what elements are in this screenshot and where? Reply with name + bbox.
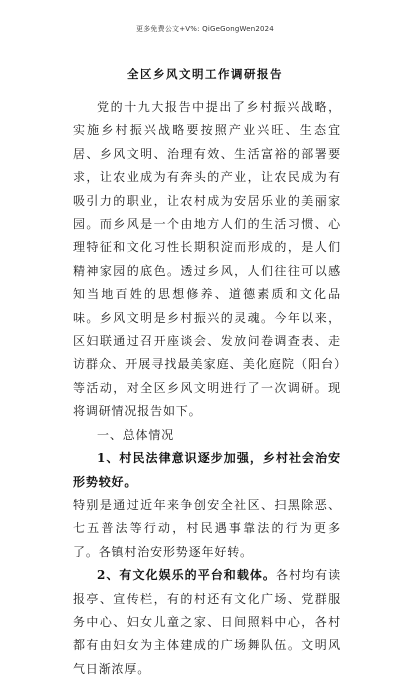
point-2-paragraph (73, 564, 341, 681)
header-note: 更多免费公文+V%: QiGeGongWen2024 (136, 25, 274, 33)
section-heading: 一、总体情况 (97, 427, 175, 442)
point-1-lead-text: 1、村民法律意识逐步加强，乡村社会治安形势较好。 (73, 451, 341, 489)
point-1-lead (73, 447, 341, 494)
point-2-lead-text: 2、有文化娱乐的平台和载体。 (97, 568, 276, 583)
point-1-body: 特别是通过近年来争创安全社区、扫黑除恶、七五普法等行动，村民遇事靠法的行为更多了。各镇村治安形势逐年好转。 (73, 497, 341, 559)
intro-paragraph: 党的十九大报告中提出了乡村振兴战略，实施乡村振兴战略要按照产业兴旺、生态宜居、乡风文明、治理有效、生活富裕的部署要求，让农业成为有奔头的产业，让农民成为有吸引力的职业，让农村成为安居乐业的美丽家园。而乡风是一个由地方人们的生活习惯、心理特征和文化习性长期积淀而形成的，是人们精神家园的底色。透过乡风，人们往往可以感知当地百姓的思想修养、道德素质和文化品味。乡风文明是乡村振兴的灵魂。今年以来，区妇联通过召开座谈会、发放问卷调查表、走访群众、开展寻找最美家庭、美化庭院（阳台）等活动，对全区乡风文明进行了一次调研。现将调研情况报告如下。 (73, 100, 341, 419)
document-title: 全区乡风文明工作调研报告 (127, 67, 283, 81)
point-2-body: 各村均有读报亭、宣传栏，有的村还有文化广场、党群服务中心、妇女儿童之家、日间照料中心，各村都有由妇女为主体建成的广场舞队伍。文明风气日渐浓厚。 (73, 568, 341, 676)
document-body (73, 96, 341, 681)
